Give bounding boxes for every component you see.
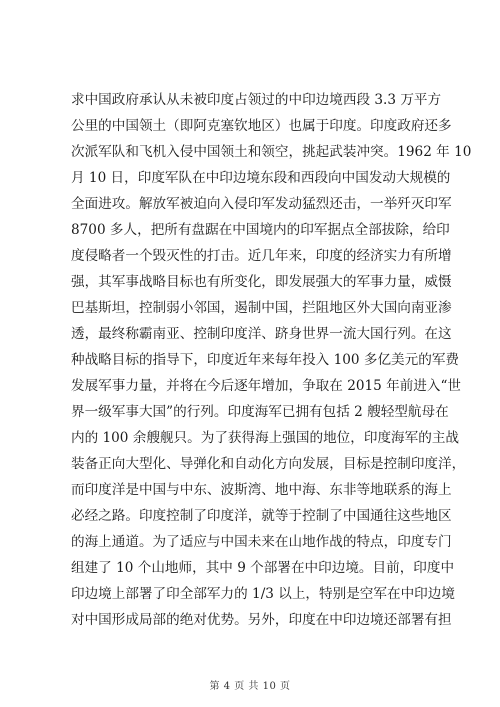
- text-line: 全面进攻。解放军被迫向入侵印军发动猛烈还击，一举歼灭印军: [71, 196, 452, 212]
- text-line: 透，最终称霸南亚、控制印度洋、跻身世界一流大国行列。在这: [71, 326, 452, 342]
- text-line: 次派军队和飞机入侵中国领土和领空，挑起武装冲突。1962 年 10: [71, 144, 472, 160]
- text-line: 巴基斯坦，控制弱小邻国，遏制中国，拦阻地区外大国向南亚渗: [71, 300, 452, 316]
- text-line: 装备正向大型化、导弹化和自动化方向发展，目标是控制印度洋，: [71, 456, 466, 472]
- text-line: 公里的中国领土（即阿克塞钦地区）也属于印度。印度政府还多: [71, 118, 452, 134]
- text-line: 必经之路。印度控制了印度洋，就等于控制了中国通往这些地区: [71, 508, 452, 524]
- text-line: 的海上通道。为了适应与中国未来在山地作战的特点，印度专门: [71, 534, 452, 550]
- text-line: 而印度洋是中国与中东、波斯湾、地中海、东非等地联系的海上: [71, 482, 452, 498]
- text-line: 求中国政府承认从未被印度占领过的中印边境西段 3.3 万平方: [71, 92, 442, 108]
- text-line: 内的 100 余艘舰只。为了获得海上强国的地位，印度海军的主战: [71, 430, 460, 446]
- text-line: 对中国形成局部的绝对优势。另外，印度在中印边境还部署有担: [71, 612, 452, 628]
- body-text: [71, 87, 472, 633]
- text-line: 强，其军事战略目标也有所变化，即发展强大的军事力量，威慑: [71, 274, 452, 290]
- text-line: 种战略目标的指导下，印度近年来每年投入 100 多亿美元的军费: [71, 352, 460, 368]
- text-line: 8700 多人，把所有盘踞在中国境内的印军据点全部拔除，给印: [71, 222, 450, 238]
- text-line: 发展军事力量，并将在今后逐年增加，争取在 2015 年前进入“世: [71, 378, 462, 394]
- text-line: 印边境上部署了印全部军力的 1/3 以上，特别是空军在中印边境: [71, 586, 455, 602]
- text-line: 度侵略者一个毁灭性的打击。近几年来，印度的经济实力有所增: [71, 248, 452, 264]
- page-number-footer: 第 4 页 共 10 页: [209, 681, 291, 692]
- text-line: 组建了 10 个山地师，其中 9 个部署在中印边境。目前，印度中: [71, 560, 455, 576]
- text-line: 界一级军事大国”的行列。印度海军已拥有包括 2 艘轻型航母在: [71, 404, 449, 420]
- text-line: 月 10 日，印度军队在中印边境东段和西段向中国发动大规模的: [71, 170, 451, 186]
